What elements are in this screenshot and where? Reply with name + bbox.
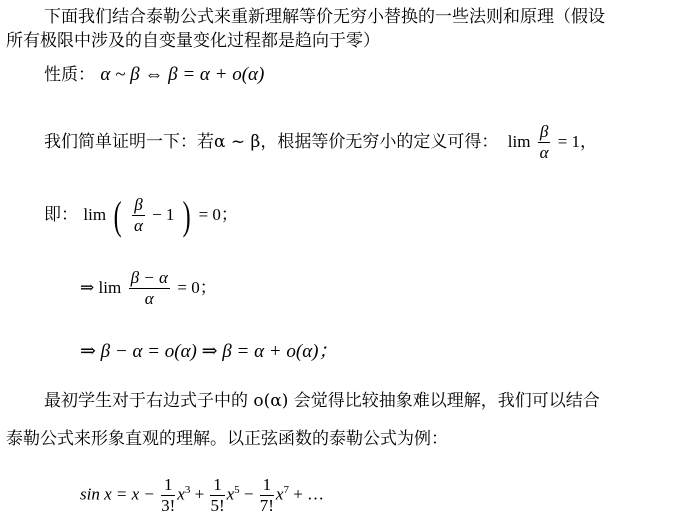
para2-line-1: 最初学生对于右边式子中的 o(α) 会觉得比较抽象难以理解，我们可以结合	[44, 391, 600, 411]
para2-line-2: 泰勒公式来形象直观的理解。以正弦函数的泰勒公式为例：	[6, 429, 448, 449]
taylor-tail: + …	[293, 484, 325, 504]
eq2-prefix: ⇒ lim	[80, 278, 122, 297]
taylor-term-2	[210, 475, 224, 516]
equation-2	[80, 266, 217, 310]
eq1-denominator: α	[133, 216, 143, 235]
taylor-t3-pow: 7	[283, 484, 289, 496]
taylor-formula	[80, 466, 324, 519]
property-label: 性质：	[44, 65, 95, 85]
taylor-minus: −	[243, 484, 254, 504]
eq2-fraction	[129, 268, 170, 309]
eq2-tail: = 0；	[177, 278, 217, 297]
eq2-denominator: α	[144, 289, 154, 308]
eq2-numerator: β − α	[130, 268, 168, 287]
taylor-term-1	[161, 475, 175, 516]
property-line	[44, 64, 264, 86]
eq1-numerator: β	[134, 195, 143, 214]
intro-line-2: 所有极限中涉及的自变量变化过程都是趋向于零）	[6, 31, 380, 51]
equation-3: ⇒ β − α = o(α) ⇒ β = α + o(α)；	[80, 341, 338, 362]
eq1-tail: = 0；	[198, 205, 238, 224]
taylor-t3-den: 7!	[259, 496, 274, 516]
proof-numerator: β	[539, 122, 549, 141]
eq1-lim: lim	[83, 205, 107, 224]
eq1-left-paren: (	[114, 192, 123, 238]
property-formula: α ~ β ⇔ β = α + o(α)	[100, 64, 265, 85]
eq1-label: 即：	[44, 205, 78, 225]
proof-tail: = 1，	[557, 132, 598, 151]
taylor-t2-pow: 5	[234, 484, 240, 496]
eq1-fraction	[132, 195, 144, 236]
taylor-t1-pow: 3	[184, 484, 191, 496]
proof-text: 我们简单证明一下：若α ~ β，根据等价无穷小的定义可得：	[44, 132, 499, 152]
proof-denominator: α	[539, 143, 549, 162]
eq1-right-paren: )	[182, 192, 191, 238]
taylor-lhs: sin x = x −	[80, 484, 155, 504]
taylor-t2-x: x	[226, 484, 235, 504]
taylor-t1-den: 3!	[161, 496, 176, 516]
taylor-t1-x: x	[177, 484, 185, 504]
eq1-minus-one: − 1	[152, 205, 175, 224]
taylor-t2-num: 1	[210, 475, 224, 496]
taylor-plus: +	[194, 484, 205, 504]
intro-line-1: 下面我们结合泰勒公式来重新理解等价无穷小替换的一些法则和原理（假设	[44, 7, 605, 27]
taylor-t1-num: 1	[161, 475, 175, 496]
taylor-term-3	[260, 475, 274, 516]
proof-line	[44, 120, 597, 164]
taylor-t2-den: 5!	[210, 496, 225, 516]
taylor-t3-num: 1	[260, 475, 274, 496]
proof-lim: lim	[507, 132, 531, 151]
proof-fraction	[538, 122, 550, 163]
equation-1	[44, 193, 238, 237]
taylor-t3-x: x	[275, 484, 284, 504]
